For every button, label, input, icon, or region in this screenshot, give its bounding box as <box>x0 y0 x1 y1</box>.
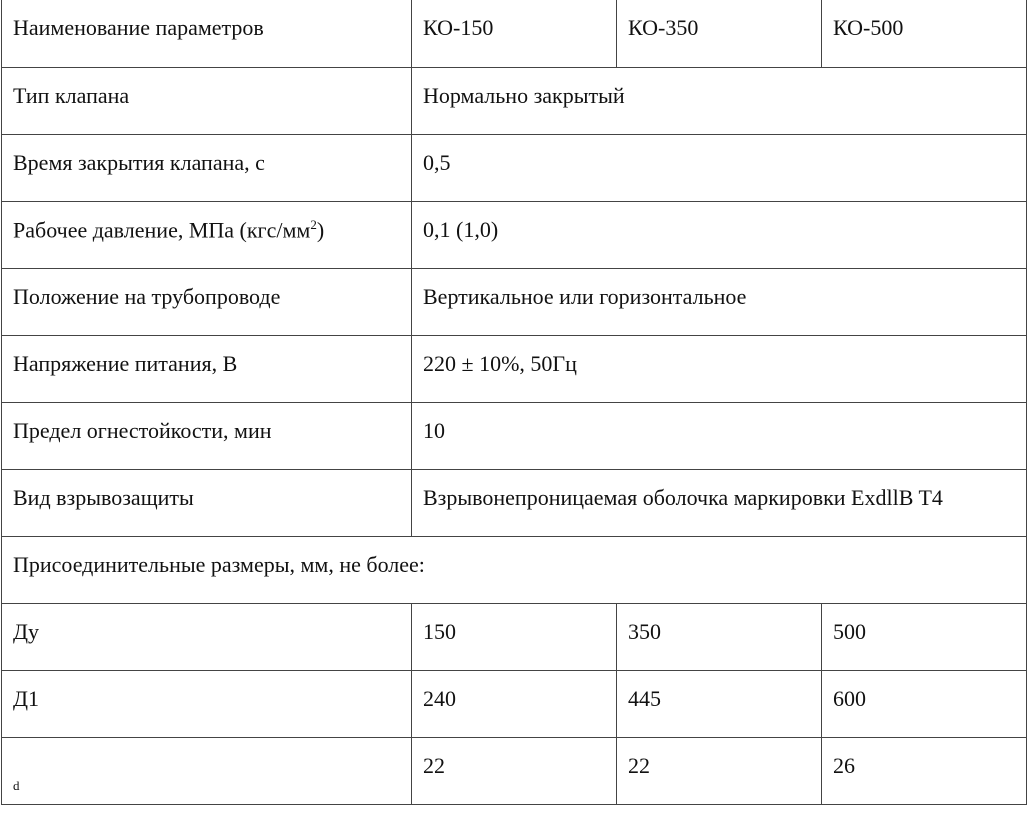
value-cell: 22 <box>412 737 617 804</box>
param-cell <box>2 737 412 804</box>
param-cell <box>2 201 412 268</box>
value-cell: 22 <box>617 737 822 804</box>
param-cell: Д1 <box>2 670 412 737</box>
header-model-ko500: КО-500 <box>822 0 1027 67</box>
param-cell: Предел огнестойкости, мин <box>2 402 412 469</box>
table-row <box>2 670 1027 737</box>
table-row <box>2 737 1027 804</box>
param-cell: Ду <box>2 603 412 670</box>
param-superscript: 2 <box>310 216 317 232</box>
table-row <box>2 201 1027 268</box>
value-cell: 10 <box>412 402 1027 469</box>
value-cell: 26 <box>822 737 1027 804</box>
param-text: Рабочее давление, МПа (кгс/мм <box>13 216 311 242</box>
value-cell: 240 <box>412 670 617 737</box>
table-row <box>2 469 1027 536</box>
header-model-ko150: КО-150 <box>412 0 617 67</box>
param-cell: Тип клапана <box>2 67 412 134</box>
value-cell: 600 <box>822 670 1027 737</box>
value-cell: 500 <box>822 603 1027 670</box>
header-param-cell: Наименование параметров <box>2 0 412 67</box>
table-row <box>2 67 1027 134</box>
value-cell: 150 <box>412 603 617 670</box>
header-row <box>2 0 1027 67</box>
section-heading: Присоединительные размеры, мм, не более: <box>2 536 1027 603</box>
param-cell: Положение на трубопроводе <box>2 268 412 335</box>
value-cell: Вертикальное или горизонтальное <box>412 268 1027 335</box>
value-cell: 445 <box>617 670 822 737</box>
header-model-ko350: КО-350 <box>617 0 822 67</box>
param-cell: Напряжение питания, В <box>2 335 412 402</box>
specifications-table <box>1 0 1027 805</box>
table-row <box>2 402 1027 469</box>
section-row <box>2 536 1027 603</box>
value-cell: Взрывонепроницаемая оболочка маркировки ExdllB T4 <box>412 469 1027 536</box>
param-cell: Время закрытия клапана, с <box>2 134 412 201</box>
table-row <box>2 335 1027 402</box>
table-row <box>2 134 1027 201</box>
value-cell: 0,1 (1,0) <box>412 201 1027 268</box>
param-text-tail: ) <box>316 216 325 242</box>
param-cell: Вид взрывозащиты <box>2 469 412 536</box>
table-row <box>2 603 1027 670</box>
value-cell: 220 ± 10%, 50Гц <box>412 335 1027 402</box>
table-row <box>2 268 1027 335</box>
param-text: d <box>13 777 20 793</box>
value-cell: 350 <box>617 603 822 670</box>
value-cell: 0,5 <box>412 134 1027 201</box>
value-cell: Нормально закрытый <box>412 67 1027 134</box>
